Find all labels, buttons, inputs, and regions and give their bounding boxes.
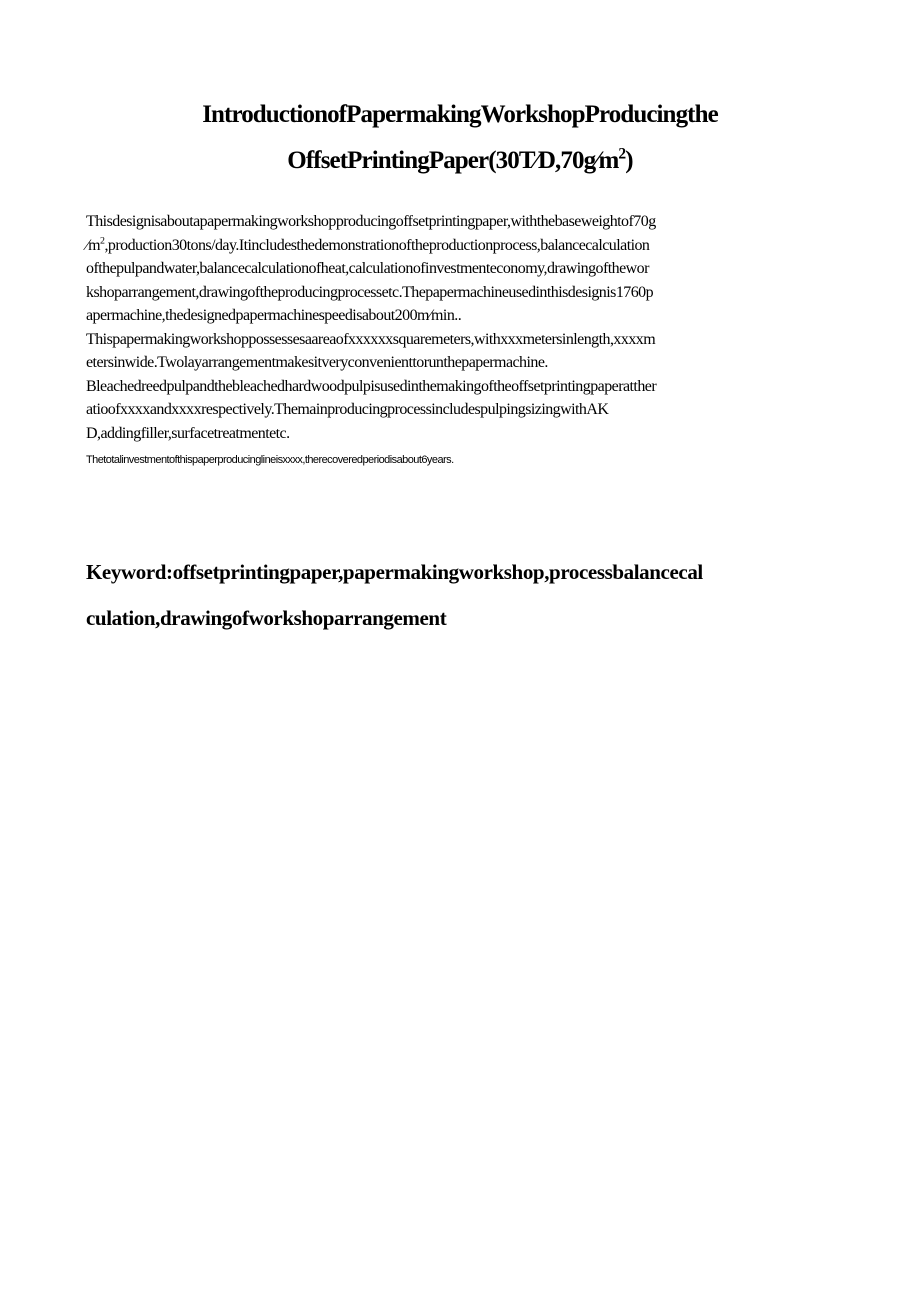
abstract-line-8: Bleachedreedpulpandthebleachedhardwoodpulpisusedinthemakingoftheoffsetprintingpaperatther — [86, 377, 657, 395]
abstract-line-7: etersinwide.Twolayarrangementmakesitveryconvenienttorunthepapermachine. — [86, 354, 548, 371]
abstract-line-2-start: ⁄m — [86, 236, 101, 254]
abstract-line-5: apermachine,thedesignedpapermachinespeedisabout200m⁄min.. — [86, 307, 462, 324]
abstract-line-10: D,addingfiller,surfacetreatmentetc. — [86, 424, 290, 442]
abstract-line-6: Thispapermakingworkshoppossessesaareaofxxxxxxsquaremeters,withxxxmetersinlength,xxxxm — [86, 330, 656, 348]
keyword-line-2: culation,drawingofworkshoparrangement — [86, 606, 447, 630]
abstract-line-1: Thisdesignisaboutapapermakingworkshopproducingoffsetprintingpaper,withthebaseweightof70g — [86, 213, 656, 230]
keyword-line-1: Keyword:offsetprintingpaper,papermakingworkshop,processbalancecal — [86, 560, 703, 584]
title-text-2: OffsetPrintingPaper(30T⁄D,70g⁄m — [287, 147, 619, 174]
title-text-1: IntroductionofPapermakingWorkshopProducingthe — [202, 101, 718, 128]
abstract-line-4: kshoparrangement,drawingoftheproducingprocessetc.Thepapermachineusedinthisdesignis1760p — [86, 283, 654, 301]
title-superscript: 2 — [618, 145, 626, 163]
abstract-line-3: ofthepulpandwater,balancecalculationofheat,calculationofinvestmenteconomy,drawingofthewor — [86, 260, 649, 277]
abstract-line-2-end: ,production30tons/day.Itincludesthedemonstrationoftheproductionprocess,balancecalculation — [104, 236, 650, 254]
title-line-1 — [88, 100, 832, 130]
abstract-superscript: 2 — [100, 235, 105, 247]
abstract-paragraph — [86, 210, 806, 445]
abstract-line-9: atioofxxxxandxxxxrespectively.ThemainproducingprocessincludespulpingsizingwithAK — [86, 401, 609, 418]
abstract-line-2 — [86, 234, 806, 258]
title-text-2-end: ) — [625, 147, 633, 174]
title-line-2 — [88, 146, 832, 176]
investment-note: Thetotalinvestmentofthispaperproducinglineisxxxx,therecoveredperiodisabout6years. — [86, 454, 454, 466]
